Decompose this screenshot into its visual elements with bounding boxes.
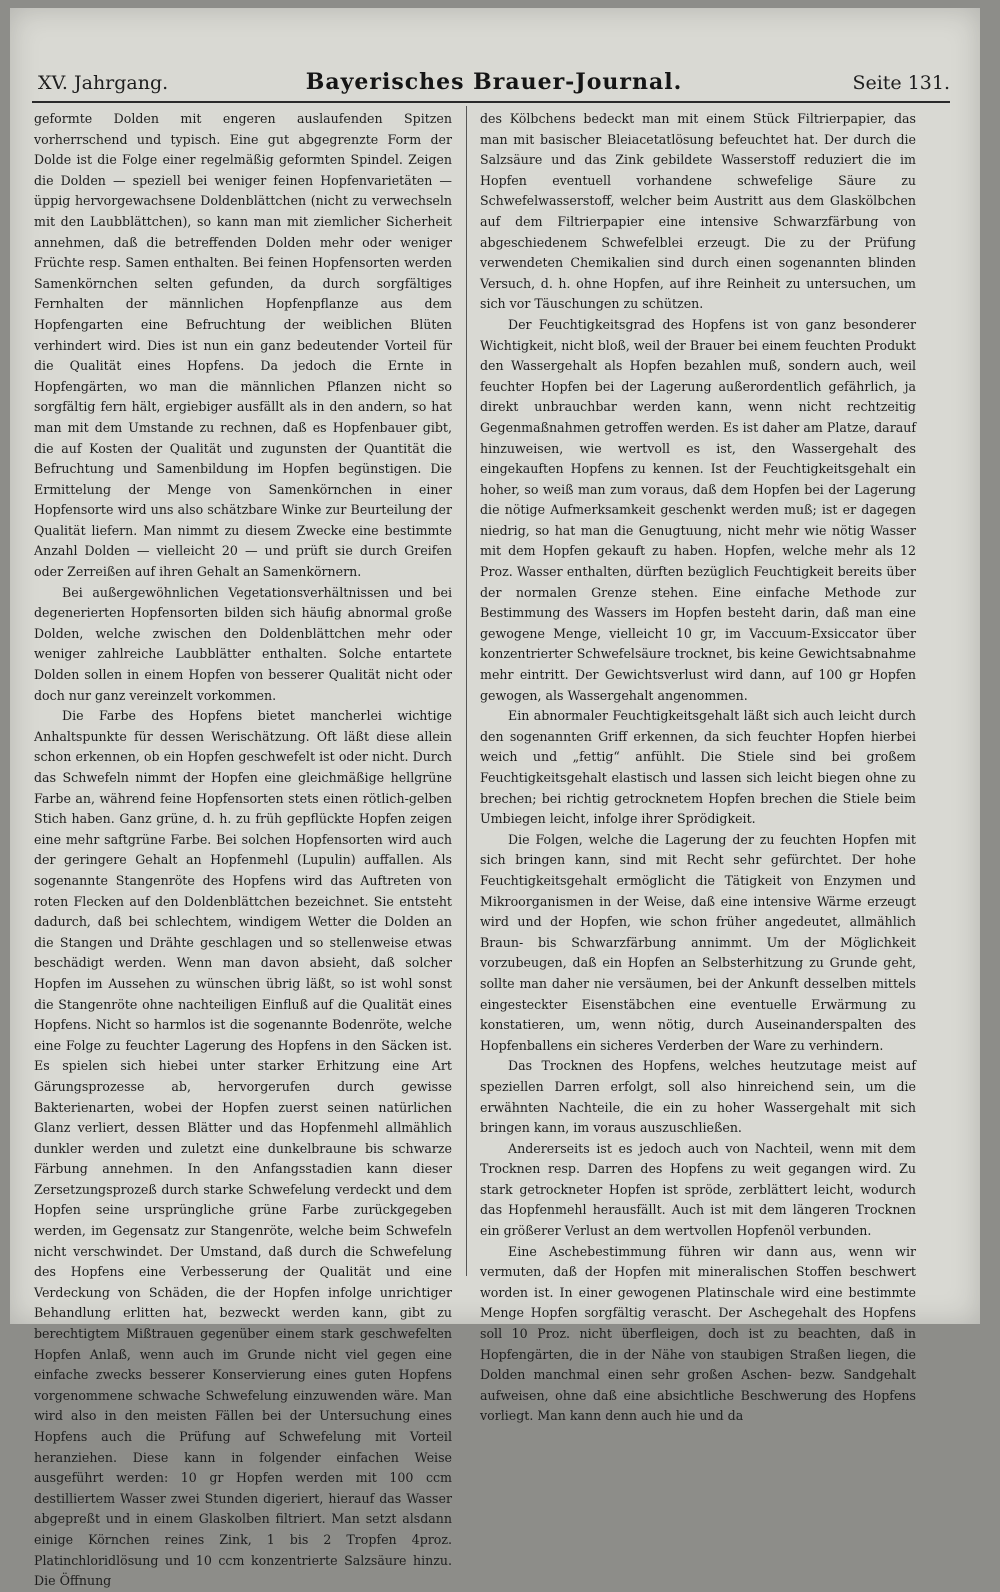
paragraph: Die Farbe des Hopfens bietet mancherlei wichtige Anhaltspunkte für dessen Werischätzung. Oft läßt diese allein schon erkennen, ob ein Hopfen geschwefelt ist oder nicht. Durch das Schwefeln nimmt der Hopfen eine gleichmäßige hellgrüne Farbe an, während feine Hopfensorten stets einen rötlich-gelben Stich haben. Ganz grüne, d. h. zu früh gepflückte Hopfen zeigen eine mehr saftgrüne Farbe. Bei solchen Hopfensorten wird auch der geringere Gehalt an Hopfenmehl (Lupulin) auffallen. Als sogenannte Stangenröte des Hopfens wird das Auftreten von roten Flecken auf den Doldenblättchen bezeichnet. Sie entsteht dadurch, daß bei schlechtem, windigem Wetter die Dolden an die Stangen und Drähte geschlagen und so stellenweise etwas beschädigt werden. Wenn man davon absieht, daß solcher Hopfen im Aussehen zu wünschen übrig läßt, so ist wohl sonst die Stangenröte ohne nachteiligen Einfluß auf die Qualität eines Hopfens. Nicht so harmlos ist die sogenannte Bodenröte, welche eine Folge zu feuchter Lagerung des Hopfens in den Säcken ist. Es spielen sich hiebei unter starker Erhitzung eine Art Gärungsprozesse ab, hervorgerufen durch gewisse Bakterienarten, wobei der Hopfen zuerst seinen natürlichen Glanz verliert, dessen Blätter und das Hopfenmehl allmählich dunkler werden und zuletzt eine dunkelbraune bis schwarze Färbung annehmen. In den Anfangsstadien kann dieser Zersetzungsprozeß durch starke Schwefelung verdeckt und dem Hopfen seine ursprüngliche grüne Farbe zurückgegeben werden, im Gegensatz zur Stangenröte, welche beim Schwefeln nicht verschwindet. Der Umstand, daß durch die Schwefelung des Hopfens eine Verbesserung der Qualität und eine Verdeckung von Schäden, die der Hopfen infolge unrichtiger Behandlung erlitten hat, bezweckt werden kann, gibt zu berechtigtem Mißtrauen gegenüber einem stark geschwefelten Hopfen Anlaß, wenn auch im Grunde nicht viel gegen eine einfache zwecks besserer Konservierung eines guten Hopfens vorgenommene schwache Schwefelung einzuwenden wäre. Man wird also in den meisten Fällen bei der Untersuchung eines Hopfens auch die Prüfung auf Schwefelung mit Vorteil heranziehen. Diese kann in folgender einfachen Weise ausgeführt werden: 10 gr Hopfen werden mit 100 ccm destilliertem Wasser zwei Stunden digeriert, hierauf das Wasser abgepreßt und in einem Glaskolben filtriert. Man setzt alsdann einige Körnchen reines Zink, 1 bis 2 Tropfen 4proz. Platinchloridlösung und 10 ccm konzentrierte Salzsäure hinzu. Die Öffnung bbox=[34, 708, 452, 1589]
paragraph: Bei außergewöhnlichen Vegetationsverhältnissen und bei degenerierten Hopfensorten bilden sich häufig abnormal große Dolden, welche zwischen den Doldenblättchen mehr oder weniger zahlreiche Laubblätter enthalten. Solche entartete Dolden sollen in einem Hopfen von besserer Qualität nicht oder doch nur ganz vereinzelt vorkommen. bbox=[34, 584, 452, 703]
paragraph: Das Trocknen des Hopfens, welches heutzutage meist auf speziellen Darren erfolgt, soll also hinreichend sein, um die erwähnten Nachteile, die ein zu hoher Wassergehalt mit sich bringen kann, im voraus auszuschließen. bbox=[480, 1058, 916, 1136]
paragraph: Eine Aschebestimmung führen wir dann aus, wenn wir vermuten, daß der Hopfen mit mineralischen Stoffen beschwert worden ist. In einer gewogenen Platinschale wird eine bestimmte Menge Hopfen sorgfältig verascht. Der Aschegehalt des Hopfens soll 10 Proz. nicht überfleigen, doch ist zu beachten, daß in Hopfengärten, die in der Nähe von staubigen Straßen liegen, die Dolden manchmal einen sehr großen Aschen- bezw. Sandgehalt aufweisen, ohne daß eine absichtliche Beschwerung des Hopfens vorliegt. Man kann denn auch hie und da bbox=[480, 1243, 916, 1424]
page-number: Seite 131. bbox=[852, 72, 950, 94]
column-divider bbox=[466, 106, 467, 1276]
header-rule bbox=[32, 101, 950, 103]
paragraph: Die Folgen, welche die Lagerung der zu feuchten Hopfen mit sich bringen kann, sind mit Recht sehr gefürchtet. Der hohe Feuchtigkeitsgehalt ermöglicht die Tätigkeit von Enzymen und Mikroorganismen in der Weise, daß eine intensive Wärme erzeugt wird und der Hopfen, wie schon früher angedeutet, allmählich Braun- bis Schwarzfärbung annimmt. Um der Möglichkeit vorzubeugen, daß ein Hopfen an Selbsterhitzung zu Grunde geht, sollte man daher nie versäumen, bei der Ankunft desselben mittels eingesteckter Eisenstäbchen eine eventuelle Erwärmung zu konstatieren, um, wenn nötig, durch Auseinanderspalten des Hopfenballens ein sicheres Verderben der Ware zu verhindern. bbox=[480, 831, 916, 1053]
paragraph: des Kölbchens bedeckt man mit einem Stück Filtrierpapier, das man mit basischer Bleiacetatlösung befeuchtet hat. Der durch die Salzsäure und das Zink gebildete Wasserstoff reduziert die im Hopfen eventuell vorhandene schwefelige Säure zu Schwefelwasserstoff, welcher beim Austritt aus dem Glaskölbchen auf dem Filtrierpapier eine intensive Schwarzfärbung von abgeschiedenem Schwefelblei erzeugt. Die zu der Prüfung verwendeten Chemikalien sind durch einen sogenannten blinden Versuch, d. h. ohne Hopfen, auf ihre Reinheit zu untersuchen, um sich vor Täuschungen zu schützen. bbox=[480, 111, 916, 312]
paragraph: geformte Dolden mit engeren auslaufenden Spitzen vorherrschend und typisch. Eine gut abgegrenzte Form der Dolde ist die Folge einer regelmäßig geformten Spindel. Zeigen die Dolden — speziell bei weniger feinen Hopfenvarietäten — üppig hervorgewachsene Doldenblättchen (nicht zu verwechseln mit den Laubblättchen), so kann man mit ziemlicher Sicherheit annehmen, daß die betreffenden Dolden mehr oder weniger Früchte resp. Samen enthalten. Bei feinen Hopfensorten werden Samenkörnchen selten gefunden, da durch sorgfältiges Fernhalten der männlichen Hopfenpflanze aus dem Hopfengarten eine Befruchtung der weiblichen Blüten verhindert wird. Dies ist nun ein ganz bedeutender Vorteil für die Qualität eines Hopfens. Da jedoch die Ernte in Hopfengärten, wo man die männlichen Pflanzen nicht so sorgfältig fern hält, ergiebiger ausfällt als in den andern, so hat man mit dem Umstande zu rechnen, daß es Hopfenbauer gibt, die auf Kosten der Qualität und zugunsten der Quantität die Befruchtung und Samenbildung im Hopfen begünstigen. Die Ermittelung der Menge von Samenkörnchen in einer Hopfensorte wird uns also schätzbare Winke zur Beurteilung der Qualität liefern. Man nimmt zu diesem Zwecke eine bestimmte Anzahl Dolden — vielleicht 20 — und prüft sie durch Greifen oder Zerreißen auf ihren Gehalt an Samenkörnern. bbox=[34, 111, 452, 580]
journal-title: Bayerisches Brauer-Journal. bbox=[305, 69, 683, 95]
left-column bbox=[34, 109, 452, 1592]
paragraph: Der Feuchtigkeitsgrad des Hopfens ist von ganz besonderer Wichtigkeit, nicht bloß, weil der Brauer bei einem feuchten Produkt den Wassergehalt als Hopfen bezahlen muß, sondern auch, weil feuchter Hopfen bei der Lagerung außerordentlich gefährlich, ja direkt unbrauchbar werden kann, wenn nicht rechtzeitig Gegenmaßnahmen getroffen werden. Es ist daher am Platze, darauf hinzuweisen, wie wertvoll es ist, den Wassergehalt des eingekauften Hopfens zu kennen. Ist der Feuchtigkeitsgehalt ein hoher, so weiß man zum voraus, daß dem Hopfen bei der Lagerung die nötige Aufmerksamkeit geschenkt werden muß; ist er dagegen niedrig, so hat man die Genugtuung, nicht mehr wie nötig Wasser mit dem Hopfen gekauft zu haben. Hopfen, welche mehr als 12 Proz. Wasser enthalten, dürften bezüglich Feuchtigkeit bereits über der normalen Grenze stehen. Eine einfache Methode zur Bestimmung des Wassers im Hopfen besteht darin, daß man eine gewogene Menge, vielleicht 10 gr, im Vaccuum-Exsiccator über konzentrierter Schwefelsäure trocknet, bis keine Gewichtsabnahme mehr eintritt. Der Gewichtsverlust wird dann, auf 100 gr Hopfen gewogen, als Wassergehalt angenommen. bbox=[480, 316, 916, 703]
right-column bbox=[480, 109, 916, 1427]
paragraph: Andererseits ist es jedoch auch von Nachteil, wenn mit dem Trocknen resp. Darren des Hopfens zu weit gegangen wird. Zu stark getrockneter Hopfen ist spröde, zerblättert leicht, wodurch das Hopfenmehl herausfällt. Auch ist mit dem längeren Trocknen ein größerer Verlust an dem wertvollen Hopfenöl verbunden. bbox=[480, 1140, 916, 1239]
paragraph: Ein abnormaler Feuchtigkeitsgehalt läßt sich auch leicht durch den sogenannten Griff erkennen, da sich feuchter Hopfen hierbei weich und „fettig“ anfühlt. Die Stiele sind bei großem Feuchtigkeitsgehalt elastisch und lassen sich leicht biegen ohne zu brechen; bei richtig getrocknetem Hopfen brechen die Stiele beim Umbiegen leicht, infolge ihrer Sprödigkeit. bbox=[480, 708, 916, 827]
newspaper-page bbox=[10, 8, 980, 1589]
volume-label: XV. Jahrgang. bbox=[38, 72, 169, 94]
page-header bbox=[38, 66, 950, 100]
